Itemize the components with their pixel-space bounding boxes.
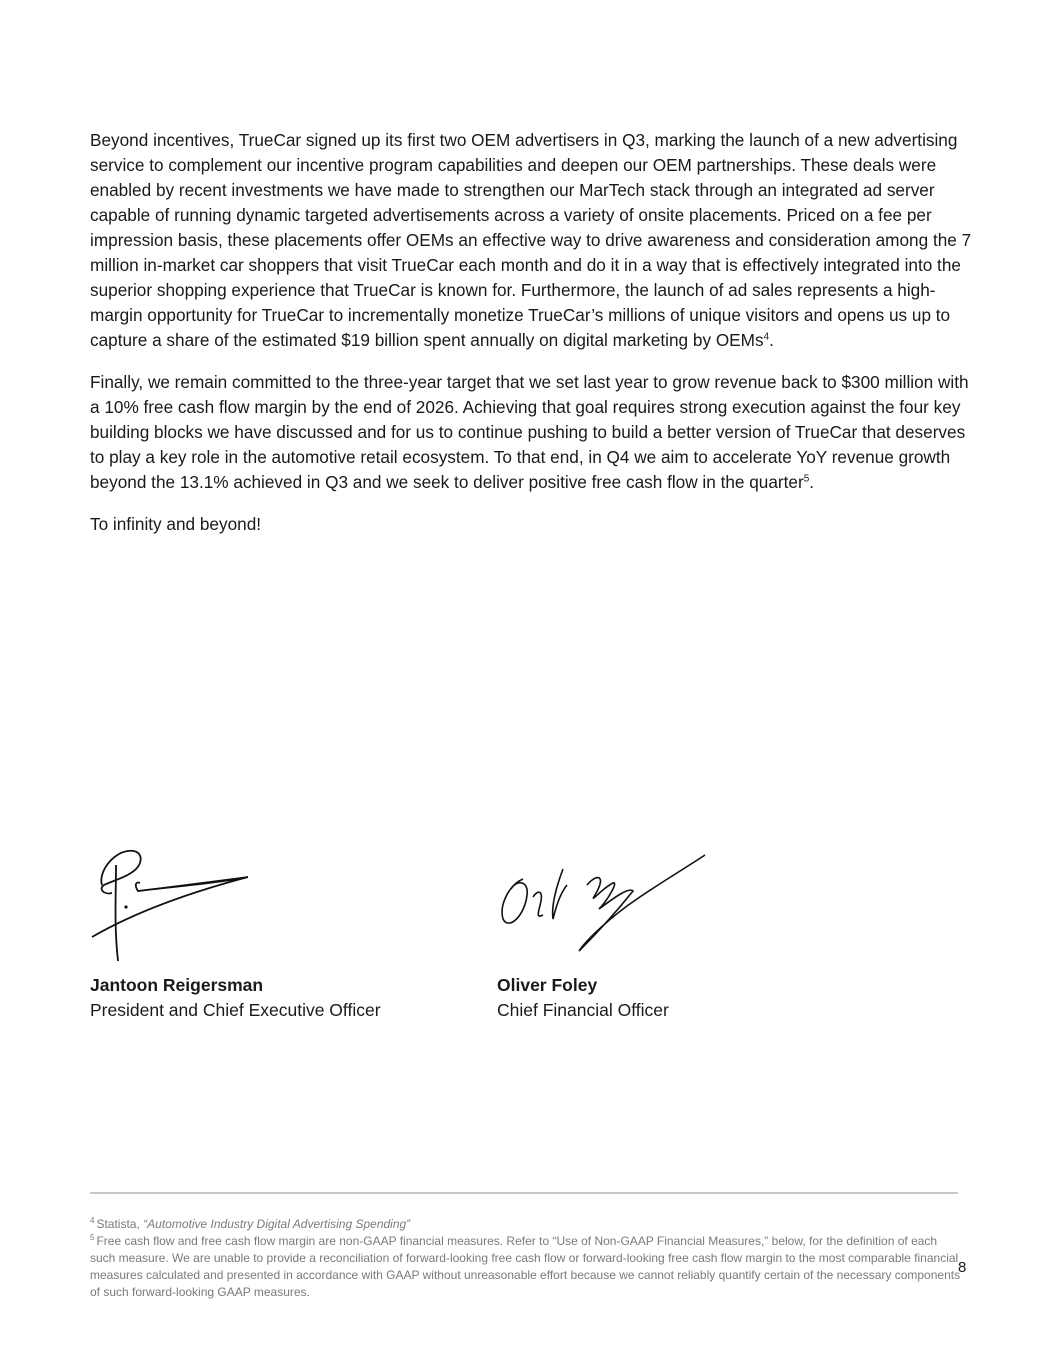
signature-block-ceo <box>90 845 381 1023</box>
footnote-divider <box>90 1192 958 1194</box>
letter-body <box>90 128 980 554</box>
footnote-5: $^5$ Free cash flow and free cash flow margin are non-GAAP financial measures. Refer to “Use of Non-GAAP Financial Measures,” below, for the definition of each such measure. We are unable to provide a reconciliation of forward-looking free cash flow or forward-looking free cash flow margin to the most comparable financial measures calculated and presented in accordance with GAAP without unreasonable effort because we cannot reliably quantify certain of the necessary components of such forward-looking GAAP measures. <box>90 1233 961 1299</box>
cfo-signature-image <box>497 845 717 965</box>
paragraph-ad-sales: Beyond incentives, TrueCar signed up its first two OEM advertisers in Q3, marking the launch of a new advertising service to complement our incentive program capabilities and deepen our OEM partnerships. These deals were enabled by recent investments we have made to strengthen our MarTech stack through an integrated ad server capable of running dynamic targeted advertisements across a variety of onsite placements. Priced on a fee per impression basis, these placements offer OEMs an effective way to drive awareness and consideration among the 7 million in-market car shoppers that visit TrueCar each month and do it in a way that is effectively integrated into the superior shopping experience that TrueCar is known for. Furthermore, the launch of ad sales represents a high-margin opportunity for TrueCar to incrementally monetize TrueCar’s millions of unique visitors and opens us up to capture a share of the estimated $19 billion spent annually on digital marketing by OEMs$^4$. <box>90 130 972 350</box>
cfo-name: Oliver Foley <box>497 975 598 995</box>
ceo-name: Jantoon Reigersman <box>90 975 264 995</box>
ceo-title: President and Chief Executive Officer <box>90 1000 381 1020</box>
paragraph-closing: To infinity and beyond! <box>90 514 262 534</box>
signature-block-cfo <box>497 845 717 1023</box>
cfo-title: Chief Financial Officer <box>497 1000 669 1020</box>
footnotes <box>90 1216 962 1301</box>
footnote-ref-4[interactable]: 4 <box>763 331 770 343</box>
paragraph-target: Finally, we remain committed to the three-year target that we set last year to grow revenue back to $300 million with a 10% free cash flow margin by the end of 2026. Achieving that goal requires strong execution against the four key building blocks we have discussed and for us to continue pushing to build a better version of TrueCar that deserves to play a key role in the automotive retail ecosystem. To that end, in Q4 we aim to accelerate YoY revenue growth beyond the 13.1% achieved in Q3 and we seek to deliver positive free cash flow in the quarter$^5$. <box>90 372 969 492</box>
ceo-signature-image <box>90 845 260 965</box>
footnote-ref-5[interactable]: 5 <box>803 473 810 485</box>
page-number: 8 <box>958 1259 967 1276</box>
footnote-4: $^4$ Statista, “Automotive Industry Digital Advertising Spending” <box>90 1216 411 1231</box>
